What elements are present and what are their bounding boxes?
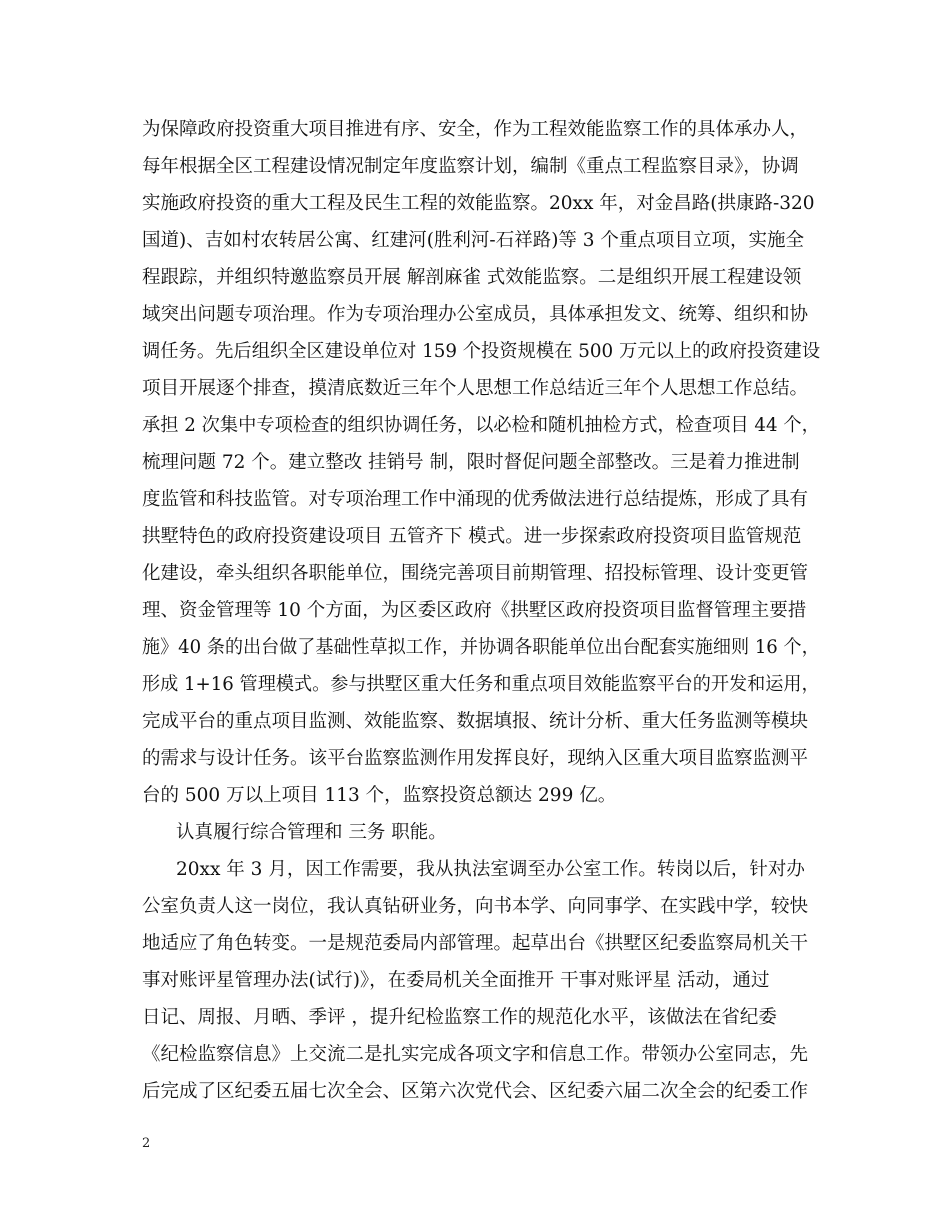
text-line: 拱墅特色的政府投资建设项目 五管齐下 模式。进一步探索政府投资项目监管规范 — [142, 526, 802, 547]
text-line: 完成平台的重点项目监测、效能监察、数据填报、统计分析、重大任务监测等模块 — [142, 711, 809, 732]
text-line: 化建设，牵头组织各职能单位，围绕完善项目前期管理、招投标管理、设计变更管 — [142, 563, 809, 584]
text-line: 台的 500 万以上项目 113 个，监察投资总额达 299 亿。 — [142, 785, 617, 806]
text-line: 域突出问题专项治理。作为专项治理办公室成员，具体承担发文、统筹、组织和协 — [142, 304, 809, 325]
text-line: 日记、周报、月晒、季评 ，提升纪检监察工作的规范化水平，该做法在省纪委 — [142, 1007, 777, 1028]
text-line: 的需求与设计任务。该平台监察监测作用发挥良好，现纳入区重大项目监察监测平 — [142, 748, 809, 769]
text-line: 公室负责人这一岗位，我认真钻研业务，向书本学、向同事学、在实践中学，较快 — [142, 896, 809, 917]
page-number: 2 — [142, 1136, 151, 1151]
text-line: 调任务。先后组织全区建设单位对 159 个投资规模在 500 万元以上的政府投资建设 — [142, 341, 821, 362]
text-line: 每年根据全区工程建设情况制定年度监察计划，编制《重点工程监察目录》，协调 — [142, 156, 799, 177]
text-line: 20xx 年 3 月，因工作需要，我从执法室调至办公室工作。转岗以后，针对办 — [176, 859, 805, 880]
text-line: 程跟踪，并组织特邀监察员开展 解剖麻雀 式效能监察。二是组织开展工程建设领 — [142, 267, 802, 288]
text-line: 项目开展逐个排查，摸清底数近三年个人思想工作总结近三年个人思想工作总结。 — [142, 378, 809, 399]
text-line: 《纪检监察信息》上交流二是扎实完成各项文字和信息工作。带领办公室同志，先 — [142, 1044, 809, 1065]
text-line: 后完成了区纪委五届七次全会、区第六次党代会、区纪委六届二次全会的纪委工作 — [142, 1081, 809, 1102]
paragraph-heading: 认真履行综合管理和 三务 职能。 — [176, 822, 447, 843]
text-line: 承担 2 次集中专项检查的组织协调任务，以必检和随机抽检方式，检查项目 44 个， — [142, 415, 820, 436]
text-line: 施》40 条的出台做了基础性草拟工作，并协调各职能单位出台配套实施细则 16 个， — [142, 637, 820, 658]
text-line: 理、资金管理等 10 个方面，为区委区政府《拱墅区政府投资项目监督管理主要措 — [142, 600, 807, 621]
text-line: 梳理问题 72 个。建立整改 挂销号 制，限时督促问题全部整改。三是着力推进制 — [142, 452, 800, 473]
text-line: 事对账评星管理办法(试行)》，在委局机关全面推开 干事对账评星 活动，通过 — [142, 970, 770, 991]
text-line: 为保障政府投资重大项目推进有序、安全，作为工程效能监察工作的具体承办人， — [142, 119, 809, 140]
text-line: 形成 1+16 管理模式。参与拱墅区重大任务和重点项目效能监察平台的开发和运用， — [142, 674, 820, 695]
text-line: 实施政府投资的重大工程及民生工程的效能监察。20xx 年，对金昌路(拱康路-320 — [142, 193, 815, 214]
text-line: 国道)、吉如村农转居公寓、红建河(胜利河-石祥路)等 3 个重点项目立项，实施全 — [142, 230, 804, 251]
text-line: 地适应了角色转变。一是规范委局内部管理。起草出台《拱墅区纪委监察局机关干 — [142, 933, 809, 954]
text-line: 度监管和科技监管。对专项治理工作中涌现的优秀做法进行总结提炼，形成了具有 — [142, 489, 809, 510]
